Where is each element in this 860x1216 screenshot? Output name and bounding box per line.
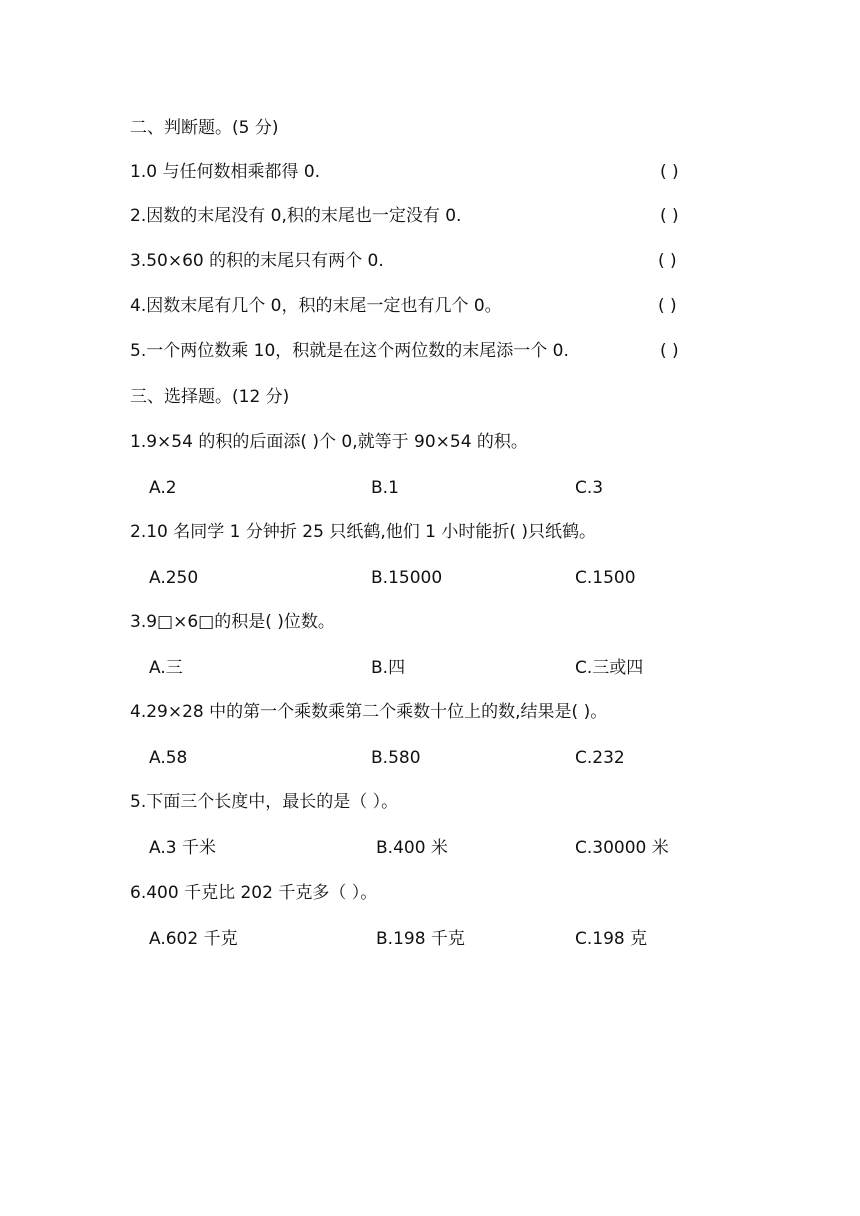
q6-option-b[interactable]: B.198 千克 xyxy=(376,929,465,949)
judge-item-4: 4.因数末尾有几个 0，积的末尾一定也有几个 0。 xyxy=(130,296,502,316)
q4-option-b[interactable]: B.580 xyxy=(371,748,421,768)
q2-option-c[interactable]: C.1500 xyxy=(575,568,636,588)
q4-option-c[interactable]: C.232 xyxy=(575,748,625,768)
q6-option-c[interactable]: C.198 克 xyxy=(575,929,648,949)
q3-option-b[interactable]: B.四 xyxy=(371,658,406,678)
q1-option-a[interactable]: A.2 xyxy=(149,478,177,498)
answer-blank-1[interactable]: ( ) xyxy=(660,162,679,182)
q5-option-c[interactable]: C.30000 米 xyxy=(575,838,669,858)
q3-option-a[interactable]: A.三 xyxy=(149,658,183,678)
q2-option-a[interactable]: A.250 xyxy=(149,568,199,588)
choice-question-4: 4.29×28 中的第一个乘数乘第二个乘数十位上的数,结果是( )。 xyxy=(130,702,608,722)
answer-blank-4[interactable]: ( ) xyxy=(658,296,677,316)
answer-blank-3[interactable]: ( ) xyxy=(658,251,677,271)
q5-option-b[interactable]: B.400 米 xyxy=(376,838,448,858)
choice-question-6: 6.400 千克比 202 千克多（ ）。 xyxy=(130,883,378,903)
judge-item-1: 1.0 与任何数相乘都得 0. xyxy=(130,162,321,182)
q6-option-a[interactable]: A.602 千克 xyxy=(149,929,238,949)
answer-blank-5[interactable]: ( ) xyxy=(660,341,679,361)
judge-item-5: 5.一个两位数乘 10，积就是在这个两位数的末尾添一个 0. xyxy=(130,341,569,361)
q2-option-b[interactable]: B.15000 xyxy=(371,568,443,588)
choice-question-5: 5.下面三个长度中，最长的是（ ）。 xyxy=(130,792,399,812)
judge-item-2: 2.因数的末尾没有 0,积的末尾也一定没有 0. xyxy=(130,206,462,226)
choice-question-1: 1.9×54 的积的后面添( )个 0,就等于 90×54 的积。 xyxy=(130,432,528,452)
q1-option-b[interactable]: B.1 xyxy=(371,478,399,498)
section2-heading: 二、判断题。(5 分) xyxy=(130,118,279,138)
q3-option-c[interactable]: C.三或四 xyxy=(575,658,644,678)
answer-blank-2[interactable]: ( ) xyxy=(660,206,679,226)
q5-option-a[interactable]: A.3 千米 xyxy=(149,838,216,858)
section3-heading: 三、选择题。(12 分) xyxy=(130,387,290,407)
judge-item-3: 3.50×60 的积的末尾只有两个 0. xyxy=(130,251,384,271)
choice-question-3: 3.9□×6□的积是( )位数。 xyxy=(130,612,335,632)
q1-option-c[interactable]: C.3 xyxy=(575,478,604,498)
q4-option-a[interactable]: A.58 xyxy=(149,748,188,768)
choice-question-2: 2.10 名同学 1 分钟折 25 只纸鹤,他们 1 小时能折( )只纸鹤。 xyxy=(130,522,597,542)
